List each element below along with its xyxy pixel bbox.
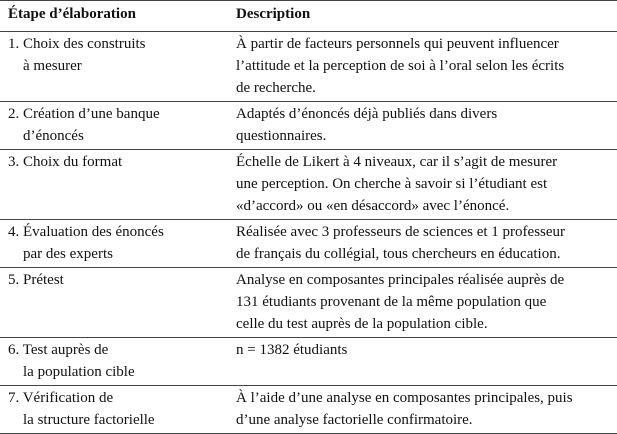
description-line: Adaptés d’énoncés déjà publiés dans divers	[236, 106, 498, 122]
step-line: 6. Test auprès de	[8, 342, 109, 358]
table-row	[0, 32, 617, 102]
step-cell	[0, 150, 225, 220]
description-line: 131 étudiants provenant de la même population que	[236, 294, 547, 310]
step-line: par des experts	[23, 246, 113, 262]
step-line: à mesurer	[23, 58, 82, 74]
step-cell	[0, 32, 225, 102]
step-line: la structure factorielle	[23, 412, 155, 428]
column-header-step: Étape d’élaboration	[0, 1, 225, 32]
step-cell	[0, 386, 225, 434]
step-line: 1. Choix des construits	[8, 36, 146, 52]
table-row	[0, 102, 617, 150]
description-cell	[225, 268, 617, 338]
header-row	[0, 1, 617, 32]
description-line: «d’accord» ou «en désaccord» avec l’énoncé.	[236, 198, 510, 214]
description-cell	[225, 102, 617, 150]
description-line: de recherche.	[236, 80, 316, 96]
step-cell	[0, 102, 225, 150]
description-cell	[225, 150, 617, 220]
description-line: d’une analyse factorielle confirmatoire.	[236, 412, 473, 428]
description-line: une perception. On cherche à savoir si l’étudiant est	[236, 176, 548, 192]
step-cell	[0, 220, 225, 268]
step-line: d’énoncés	[23, 128, 84, 144]
table-row	[0, 220, 617, 268]
description-line: questionnaires.	[236, 128, 327, 144]
description-line: celle du test auprès de la population cible.	[236, 316, 488, 332]
table-row	[0, 386, 617, 434]
description-cell	[225, 338, 617, 386]
table-header	[0, 1, 617, 32]
description-line: Échelle de Likert à 4 niveaux, car il s’agit de mesurer	[236, 154, 558, 170]
step-line: la population cible	[23, 364, 135, 380]
table-body	[0, 32, 617, 434]
description-line: À l’aide d’une analyse en composantes principales, puis	[236, 390, 573, 406]
step-line: 7. Vérification de	[8, 390, 114, 406]
description-cell	[225, 386, 617, 434]
description-line: de français du collégial, tous chercheurs en éducation.	[236, 246, 561, 262]
step-cell	[0, 338, 225, 386]
step-line: 5. Prétest	[8, 272, 64, 288]
table-row	[0, 338, 617, 386]
column-header-description: Description	[225, 1, 617, 32]
description-line: Analyse en composantes principales réalisée auprès de	[236, 272, 565, 288]
description-cell	[225, 32, 617, 102]
step-line: 2. Création d’une banque	[8, 106, 160, 122]
table-row	[0, 268, 617, 338]
description-line: l’attitude et la perception de soi à l’oral selon les écrits	[236, 58, 565, 74]
description-line: Réalisée avec 3 professeurs de sciences et 1 professeur	[236, 224, 566, 240]
description-line: À partir de facteurs personnels qui peuvent influencer	[236, 36, 559, 52]
description-line: n = 1382 étudiants	[236, 342, 348, 358]
step-line: 4. Évaluation des énoncés	[8, 224, 164, 240]
description-cell	[225, 220, 617, 268]
step-cell	[0, 268, 225, 338]
table-row	[0, 150, 617, 220]
step-line: 3. Choix du format	[8, 154, 123, 170]
